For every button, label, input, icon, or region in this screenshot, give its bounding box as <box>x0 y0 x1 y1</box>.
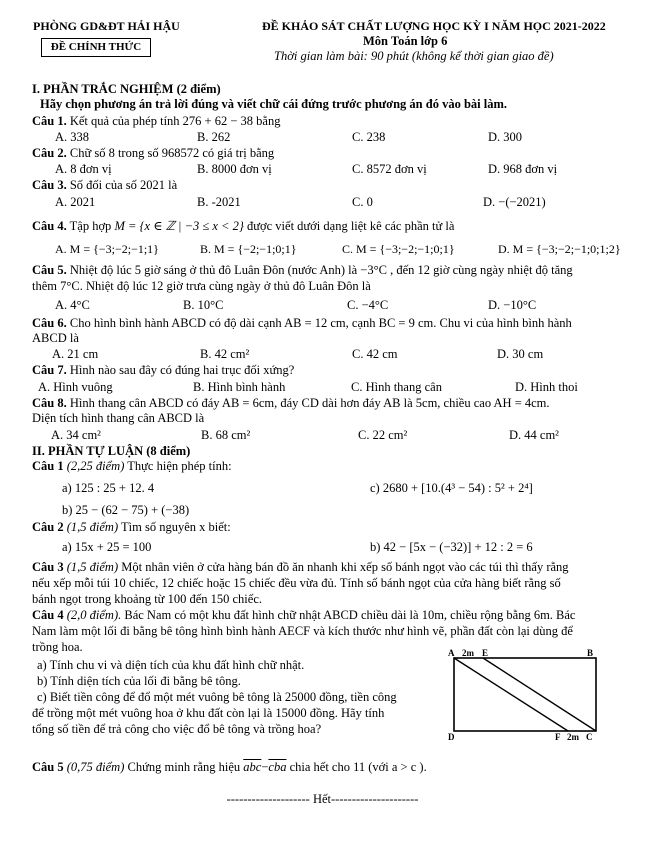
q8-option-b: B. 68 cm² <box>201 428 251 442</box>
q1-expr: 276 + 62 − 38 <box>182 114 254 128</box>
q1-option-b: B. 262 <box>197 130 231 144</box>
department-name: PHÒNG GD&ĐT HẢI HẬU <box>33 19 180 33</box>
q1-option-c: C. 238 <box>352 130 386 144</box>
subject-title: Môn Toán lớp 6 <box>363 34 448 48</box>
segment-af <box>454 658 568 731</box>
q4-stem <box>32 219 454 234</box>
part1-title: I. PHẦN TRẮC NGHIỆM (2 điểm) <box>32 82 221 96</box>
q7-option-d: D. Hình thoi <box>515 380 578 394</box>
q5-label: Câu 5. <box>32 263 67 277</box>
p2-q1-b: b) 25 − (62 − 75) + (−38) <box>62 503 190 517</box>
q6-option-a: A. 21 cm <box>52 347 99 361</box>
q7-stem <box>32 363 294 378</box>
label-d: D <box>448 732 455 742</box>
q2-stem <box>32 146 274 161</box>
rect-abcd <box>454 658 596 731</box>
segment-ec <box>483 658 596 731</box>
p2-q4-c2: để trồng một mét vuông hoa ở khu đất còn lại là 15000 đồng. Hãy tính <box>32 706 385 720</box>
p2-q1-text: Thực hiện phép tính: <box>127 459 232 473</box>
p2-q4-label: Câu 4 <box>32 608 64 622</box>
p2-q5-label: Câu 5 <box>32 760 64 774</box>
q3-option-a: A. 2021 <box>55 195 96 209</box>
q7-text: Hình nào sau đây có đúng hai trục đối xứng? <box>69 363 295 377</box>
q5-line2: thêm 7°C. Nhiệt độ lúc 12 giờ trưa cùng ngày ở thủ đô Luân Đôn là <box>32 279 371 293</box>
label-a: A <box>448 648 455 658</box>
q7-option-a: A. Hình vuông <box>38 380 113 394</box>
p2-q5-text-after: chia hết cho 11 (với a > c ). <box>289 760 427 774</box>
q6-option-c: C. 42 cm <box>352 347 398 361</box>
p2-q4-line1 <box>32 608 575 623</box>
time-note: Thời gian làm bài: 90 phút (không kể thời gian giao đề) <box>274 49 554 63</box>
p2-q4-points: (2,0 điểm). <box>66 608 122 622</box>
rectangle-figure <box>440 648 610 744</box>
q6-line1 <box>32 316 572 331</box>
label-c: C <box>586 732 593 742</box>
q2-option-a: A. 8 đơn vị <box>55 162 112 176</box>
p2-q1-c: c) 2680 + [10.(4³ − 54) : 5² + 2⁴] <box>370 481 533 495</box>
q3-option-d: D. −(−2021) <box>483 195 546 209</box>
p2-q5-stem <box>32 760 427 775</box>
p2-q3-points: (1,5 điểm) <box>66 560 119 574</box>
q3-option-c: C. 0 <box>352 195 373 209</box>
p2-q2-points: (1,5 điểm) <box>66 520 119 534</box>
p2-q2-label: Câu 2 <box>32 520 64 534</box>
p2-q2-a: a) 15x + 25 = 100 <box>62 540 152 554</box>
p2-q2-stem <box>32 520 231 535</box>
q4-option-a: A. M = {−3;−2;−1;1} <box>55 242 159 256</box>
p2-q5-cba: $\overline{cba}$ <box>268 760 287 774</box>
p2-q5-text-before: Chứng minh rằng hiệu <box>127 760 241 774</box>
p2-q3-line2: nếu xếp mỗi túi 10 chiếc, 12 chiếc hoặc 15 chiếc đều vừa đủ. Tính số bánh ngọt của cửa hàng biết rằng số <box>32 576 561 590</box>
label-e: E <box>482 648 489 658</box>
q8-text-line1: Hình thang cân ABCD có đáy AB = 6cm, đáy CD dài hơn đáy AB là 5cm, chiều cao AH = 4cm. <box>69 396 550 410</box>
q1-stem <box>32 114 280 129</box>
q3-stem <box>32 178 177 193</box>
q1-option-d: D. 300 <box>488 130 523 144</box>
exam-title: ĐỀ KHẢO SÁT CHẤT LƯỢNG HỌC KỲ I NĂM HỌC 2021-2022 <box>262 19 606 33</box>
q8-line1 <box>32 396 550 411</box>
q4-option-b: B. M = {−2;−1;0;1} <box>200 242 297 256</box>
p2-q2-text: Tìm số nguyên x biết: <box>121 520 231 534</box>
q5-line1 <box>32 263 573 278</box>
p2-q3-label: Câu 3 <box>32 560 64 574</box>
q8-option-a: A. 34 cm² <box>51 428 101 442</box>
label-2m-top: 2m <box>462 648 474 658</box>
q2-text: Chữ số 8 trong số 968572 có giá trị bằng <box>69 146 275 160</box>
p2-q5-points: (0,75 điểm) <box>66 760 125 774</box>
q5-option-d: D. −10°C <box>488 298 537 312</box>
q1-option-a: A. 338 <box>55 130 90 144</box>
p2-q1-label: Câu 1 <box>32 459 64 473</box>
q8-label: Câu 8. <box>32 396 67 410</box>
p2-q4-a: a) Tính chu vi và diện tích của khu đất hình chữ nhật. <box>37 658 305 672</box>
q6-option-b: B. 42 cm² <box>200 347 250 361</box>
q7-label: Câu 7. <box>32 363 67 377</box>
p2-q2-b: b) 42 − [5x − (−32)] + 12 : 2 = 6 <box>370 540 533 554</box>
end-marker: -------------------- Hết--------------------- <box>226 792 419 806</box>
q3-label: Câu 3. <box>32 178 67 192</box>
q8-line2: Diện tích hình thang cân ABCD là <box>32 411 205 425</box>
q7-option-b: B. Hình bình hành <box>193 380 286 394</box>
q8-option-d: D. 44 cm² <box>509 428 559 442</box>
q2-option-b: B. 8000 đơn vị <box>197 162 272 176</box>
q1-text: Kết quả của phép tính <box>69 114 180 128</box>
q2-option-c: C. 8572 đơn vị <box>352 162 427 176</box>
q5-option-c: C. −4°C <box>347 298 389 312</box>
p2-q4-c3: tổng số tiền để trả công cho việc đổ bê tông và trồng hoa? <box>32 722 322 736</box>
q3-option-b: B. -2021 <box>197 195 241 209</box>
q1-suffix: bằng <box>256 114 281 128</box>
p2-q1-points: (2,25 điểm) <box>66 459 125 473</box>
p2-q4-line3: trồng hoa. <box>32 640 83 654</box>
q4-set-expr: M = {x ∈ ℤ | −3 ≤ x < 2} <box>114 219 244 233</box>
q4-text-before: Tập hợp <box>69 219 112 233</box>
q2-option-d: D. 968 đơn vị <box>488 162 558 176</box>
p2-q4-b: b) Tính diện tích của lối đi bằng bê tông. <box>37 674 241 688</box>
p2-q5-abc: $\overline{abc}$ <box>243 760 262 774</box>
q4-text-after: được viết dưới dạng liệt kê các phần tử là <box>246 219 455 233</box>
q6-option-d: D. 30 cm <box>497 347 544 361</box>
p2-q3-line3: bánh ngọt trong khoảng từ 100 đến 150 chiếc. <box>32 592 262 606</box>
q3-text: Số đối của số 2021 là <box>69 178 178 192</box>
q2-label: Câu 2. <box>32 146 67 160</box>
p2-q5-minus: − <box>261 760 269 774</box>
q6-label: Câu 6. <box>32 316 67 330</box>
q5-option-b: B. 10°C <box>183 298 224 312</box>
p2-q1-stem <box>32 459 232 474</box>
q4-option-d: D. M = {−3;−2;−1;0;1;2} <box>498 242 621 256</box>
q5-text-line1: Nhiệt độ lúc 5 giờ sáng ở thủ đô Luân Đôn (nước Anh) là −3°C , đến 12 giờ cùng ngày nhiệt độ tăng <box>69 263 573 277</box>
official-label: ĐỀ CHÍNH THỨC <box>41 38 151 57</box>
q4-option-c: C. M = {−3;−2;−1;0;1} <box>342 242 455 256</box>
p2-q4-text-line1: Bác Nam có một khu đất hình chữ nhật ABCD chiều dài là 10m, chiều rộng bằng 6m. Bác <box>124 608 576 622</box>
label-2m-bottom: 2m <box>567 732 579 742</box>
q1-label: Câu 1. <box>32 114 67 128</box>
p2-q3-line1 <box>32 560 569 575</box>
q5-option-a: A. 4°C <box>55 298 90 312</box>
q6-line2: ABCD là <box>32 331 79 345</box>
p2-q4-c1: c) Biết tiền công để đổ một mét vuông bê tông là 25000 đồng, tiền công <box>37 690 397 704</box>
part2-title: II. PHẦN TỰ LUẬN (8 điểm) <box>32 444 191 458</box>
label-b: B <box>587 648 594 658</box>
label-f: F <box>555 732 561 742</box>
q4-label: Câu 4. <box>32 219 67 233</box>
q6-text-line1: Cho hình bình hành ABCD có độ dài cạnh AB = 12 cm, cạnh BC = 9 cm. Chu vi của hình bình hành <box>69 316 572 330</box>
p2-q3-text-line1: Một nhân viên ở cửa hàng bán đồ ăn nhanh khi xếp số bánh ngọt vào các túi thì thấy rằng <box>121 560 569 574</box>
part1-instruction: Hãy chọn phương án trả lời đúng và viết chữ cái đứng trước phương án đó vào bài làm. <box>40 97 507 111</box>
p2-q1-a: a) 125 : 25 + 12. 4 <box>62 481 155 495</box>
q8-option-c: C. 22 cm² <box>358 428 408 442</box>
p2-q4-line2: Nam làm một lối đi bằng bê tông hình bình hành AECF và kích thước như hình vẽ, phần đất còn lại dùng để <box>32 624 573 638</box>
q7-option-c: C. Hình thang cân <box>351 380 442 394</box>
